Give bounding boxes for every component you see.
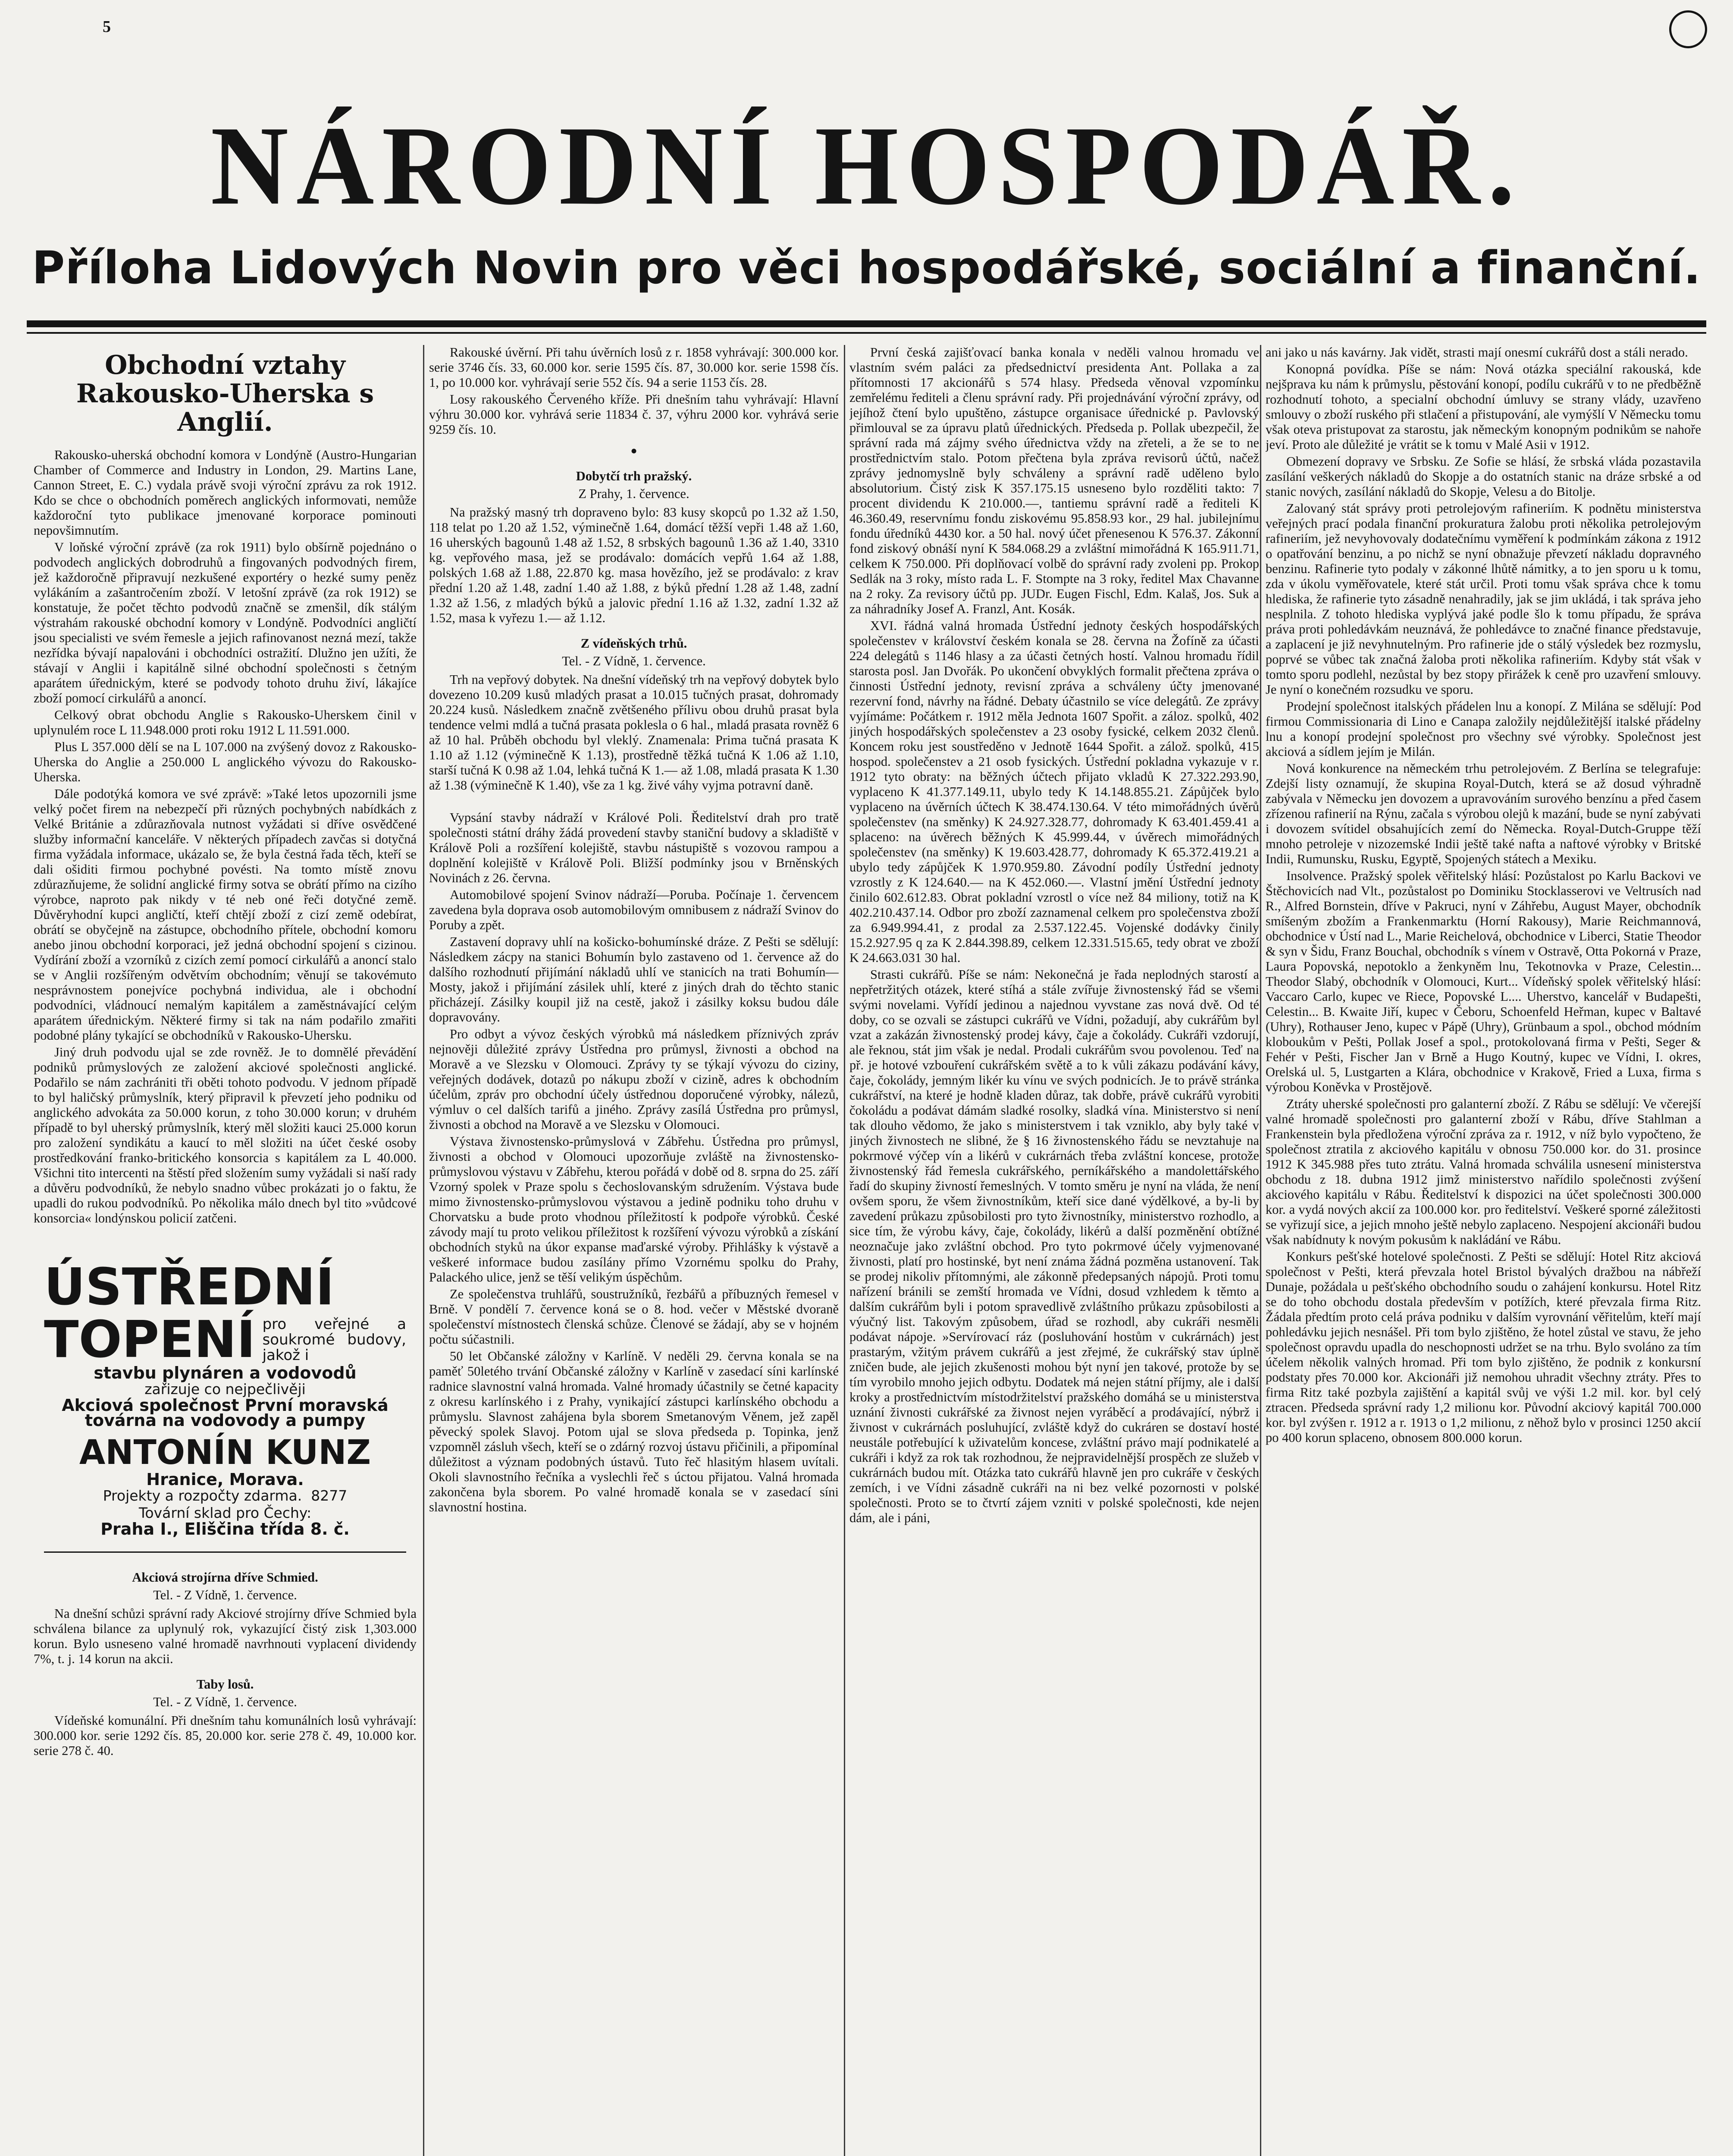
article-paragraph: Konopná povídka. Píše se nám: Nová otázka speciální rakouská, kde nejšprava ku nám k průmyslu, pěstování konopí, podílu cukrářů v to ne předběžně rozhodnutí tohoto, a specialní obchodní úmluvy se strany vlády, uzavřeno smlouvy o zboží ruského při stlačení a přistupování, ale vymýšlí V Německu tomu však oteva pristupovat za starostu, jak německým konopným podnikům se nahoře jeví. Proto ale důležité je vrátit se k tomu v Malé Asii v 1912. [1266,362,1701,452]
article-subhead: Dobytčí trh pražský. [576,469,692,483]
article-paragraph: Pro odbyt a vývoz českých výrobků má následkem příznivých zpráv nejnověji důležité zprávy Ústředna pro průmysl, živnosti a obchod na Moravě a ve Slezsku v Olomouci. Zprávy ty se týkají vývozu do ciziny, veřejných dodávek, dotazů po nákupu zboží v cizině, adres k obchodním účelům, zpráv pro obchodní účely ústřednou doporučené výrobky, nálezů, výmluv o cel dalších tarifů a jiného. Zprávy zasílá Ústředna pro průmysl, živnosti a obchod na Moravě a ve Slezsku v Olomouci. [429,1027,839,1132]
ad-code: 8277 [311,1487,348,1504]
dateline: Z Prahy, 1. července. [578,486,689,501]
masthead [0,103,1733,294]
article-paragraph: Rakousko-uherská obchodní komora v Londýně (Austro-Hungarian Chamber of Commerce and Industry in London, 29. Martins Lane, Cannon Street, E. C.) vydala právě svoji výroční zprávu za rok 1912. Kdo se chce o obchodních poměrech anglických informovati, nemůže každoroční tyto publikace jmenované korporace pominouti nepovšimnutím. [34,448,417,538]
column-3 [849,345,1259,2156]
article-paragraph: Trh na vepřový dobytek. Na dnešní vídeňský trh na vepřový dobytek bylo dovezeno 10.209 kusů mladých prasat a 10.015 tučných prasat, dohromady 20.224 kusů. Následkem značně zvětšeného přílivu obou druhů prasat byla tendence velmi mdlá a tučná prasata poklesla o 6 hal., mladá prasata rovněž 6 až 10 hal. Průběh obchodu byl vleklý. Znamenala: Prima tučná prasata K 1.10 až 1.12 (výminečně K 1.13), prostředně těžká tučná K 1.06 až 1.10, starší tučná K 0.98 až 1.04, lehká tučná K 1.— až 1.08, mladá prasata K 1.30 až 1.38 (výminečně K 1.40), vše za 1 kg. živé váhy vyjma potravní daně. [429,672,839,793]
article-paragraph: Losy rakouského Červeného kříže. Při dnešním tahu vyhrávají: Hlavní výhru 30.000 kor. vyhrává serie 11834 č. 37, výhru 2000 kor. vyhrává serie 9259 čís. 10. [429,392,839,437]
ad-title: TOPENÍ [44,1310,256,1369]
ad-side-text: pro veřejné a soukromé budovy, jakož i [262,1316,406,1364]
article-paragraph: Ztráty uherské společnosti pro galanterní zboží. Z Rábu se sdělují: Ve včerejší valné hromadě společnosti pro galanterní zboží v Rábu, dříve Stahlman a Frankenstein byla předložena výroční zpráva za r. 1912, v níž bylo vypočteno, že společnost ztratila z akciového kapitálu v obnosu 750.000 kor. do 31. prosince 1912 K 345.988 přes tuto ztrátu. Valná hromada schválila usnesení ministerstva obchodu z 18. dubna 1912 jimž ministerstvo nařídilo společnosti zvýšení akciového kapitálu v Rábu. Ředitelství k dispozici na účet společnosti 300.000 kor. a vydá nových akcií za 100.000 kor. pro ředitelství. Veškeré sporné záležitosti se vyřizují sice, a jejich mnoho ještě nebylo zaplaceno. Nespojení akcionáři budou však nabídnuty k novým pokusům k nakládání ve Rábu. [1266,1097,1701,1247]
article-paragraph: XVI. řádná valná hromada Ústřední jednoty českých hospodářských společenstev v království českém konala se 28. června na Žofíně za účasti 224 delegátů s 1146 hlasy a za účasti četných hostí. Valnou hromadu řídil starosta posl. Jan Dvořák. Po ukončení obvyklých formalit přečtena zpráva o činnosti Ústřední jednoty, revisní zpráva a schváleny účty jmenované rezervní fond, návrhy na řádné. Debaty účastnilo se více delegátů. Ze zprávy vyjímáme: Počátkem r. 1912 měla Jednota 1607 Spořit. a záloz. spolků, 402 jiných hospodářských společenstev a 23 osoby fysické, celkem 2032 členů. Koncem roku jest soustředěno v Jednotě 1644 Spořit. a zálož. spolků, 415 hospod. společenstev a 21 osob fysických. Ústřední pokladna vykazuje v r. 1912 tyto obraty: na běžných účtech přijato vkladů K 27.322.293.90, vyplaceno K 41.377.149.11, ubylo tedy K 14.148.855.21. Zápůjček bylo vyplaceno na úvěrních účtech K 38.474.130.64. V této mimořádných úvěrů společenstev (na směnky) K 24.927.328.77, dohromady K 63.401.459.41 a splaceno: na úvěrech běžných K 45.999.44, v úvěrech mimořádných společenstev (na směnky) K 19.603.428.77, dohromady K 65.372.419.21 a ubylo tedy zápůjček K 1.970.959.80. Závodní podíly Ústřední jednoty vzrostly z K 124.640.— na K 452.060.—. Vlastní jmění Ústřední jednoty činilo 602.612.83. Obrat pokladní vzrostl o více než 84 miliony, totiž na K 402.210.437.14. Odbor pro zboží zaznamenal celkem pro společenstva zboží za 6.949.994.41, z prodal za 2.537.122.45. Vojenské dodávky činily 15.2.927.95 q za K 2.844.398.89, celkem 12.331.515.65, tedy obrat ve zboží K 24.663.031 30 hal. [849,618,1259,965]
separator-bullet: • [630,440,638,462]
ad-line: stavbu plynáren a vodovodů [94,1363,357,1382]
article-paragraph: Vypsání stavby nádraží v Králové Poli. Ředitelství drah pro tratě společnosti státní dráhy žádá provedení stavby staniční budovy a skladiště v Králově Poli a rozšíření kolejiště, stavbu nástupiště s vozovou rampou a doplnění kolejiště v Králově Poli. Bližší podmínky jsou v Brněnských Novinách z 26. června. [429,810,839,885]
column-divider [844,345,845,2156]
column-divider [423,345,424,2156]
article-paragraph: Ze společenstva truhlářů, soustružníků, řezbářů a příbuzných řemesel v Brně. V pondělí 7. července koná se o 8. hod. večer v Městské dvoraně společenství místnostech členská schůze. Členové se žádají, aby se v hojném počtu súčastnili. [429,1287,839,1347]
ad-branch-label: Tovární sklad pro Čechy: [138,1504,312,1521]
article-paragraph: Vídeňské komunální. Při dnešním tahu komunálních losů vyhrávají: 300.000 kor. serie 1292 čís. 85, 20.000 kor. serie 278 č. 49, 10.000 kor. serie 278 č. 40. [34,1713,417,1758]
dateline: Tel. - Z Vídně, 1. července. [562,654,706,668]
column-2 [429,345,839,2156]
ad-title: ÚSTŘEDNÍ [44,1257,335,1316]
article-paragraph: Zalovaný stát správy proti petrolejovým rafineriím. K podnětu ministerstva veřejných prací podala finanční prokuratura žalobu proti několika petrolejovým rafineriím, jež nevyhovovaly dodatečnímu vyměření k podmínkám zákona z 1912 o opatřování benzinu, a po nichž se nyní obnažuje převzetí nákladu dopravného benzinu. Rafinerie tyto podaly v zákonné lhůtě námitky, a to jen sporu u k tomu, zda v úkolu vyměřovatele, které stát určil. Proti tomu však správa chce k tomu hlediska, že rafinerie tyto zásadně nenahradily, jak se jim ukládá, i tak správa jeho nesplnila. Z tohoto hlediska vyplývá jaké podle šlo k tomu případu, že správa práva proti pohledávkám neuznává, že pohledávce to značné finance představuje, a zaplacení je již nevyhnutelným. Pro rafinerie jde o stálý výsledek bez rozmyslu, poprvé se vůbec tak značná žaloba proti několika rafineriím. Kdyby stát však v tomto sporu podlehl, nezůstal by bez stopy přirážek k ceně pro uzavření smlouvy. Je nyní o konečném rozsudku ve sporu. [1266,501,1701,697]
article-paragraph: Strasti cukrářů. Píše se nám: Nekonečná je řada neplodných starostí a nepřetržitých otázek, které stíhá a stále zvířuje živnostenský řád se všemi svými novelami. Vyřídí jedinou a najednou vyvstane zas nová dvě. Od té doby, co se ozvali se zástupci cukrářů ve Vídni, požadují, aby cukrářům byl vzat a zakázán živnostenský prodej kávy, čaje a čokolády. Cukráři vzdorují, ale řeknou, stát jim však je nedal. Prodali cukrářům svou povolenou. Teď na př. je hotové vzbouření cukrářském světě a to k vůli zákazu podávání kávy, čaje, čokolády, jemným likér ku vínu ve svých podnicích. Je to právě stránka cukrářství, na které je hodně kladen důraz, tak dobře, právě cukrářů vyrobiti čokoládu a podávat dámám sladké rosolky, sladká vína. Ministerstvo si není tak dlouho vědomo, že jako s ministerstvem i tak vzniklo, aby byly také v jiných živnostech ne slibné, že § 16 živnostenského řádu se nevztahuje na pokrmové výčep vín a likérů v cukrárnách třeba zvláštní koncese, protože živnostenský řád řemesla cukrářského, perníkářského a mandolettářského řadí do skupiny živností řemeslných. V tomto směru je nyní na vláda, že není ovšem sporu, že všem živnostníkům, kteří sice dané výdělkové, a by-li by zavedení průkazu způsobilosti pro tyto živnostníky, ministerstvo rozhodlo, a sice tím, že výrobu kávy, čaje, čokolády, likérů a další pozměnění obtížné neoznačuje jako zvláštní obchod. Pro tyto pokrmové účely vyjmenované živnosti, platí pro hostinské, byt není známa žádná pozměna ustanovení. Tak se prodej nikoliv přítomnými, ale zákonně předepsaných nápojů. Proti tomu nařízení bránili se zemští hromada ve Vídni, dosud vzhledem k těmto a dalším cukrářům byli i potom spravedlivě zvláštního průkazu způsobilosti a výučný list. Takovým způsobem, úřad se rozhodl, aby cukráři nesměli podávat nápoje. »Servírovací ráz (posluhování hostům v cukrárnách) jest prastarým, vžitým právem cukrářů a jest zřejmé, že cukrářský stav úplně zničen bude, ale jejich zkušenosti mohou být nyní jen takové, protože by se tím vyrobilo mnoho jejich odbytu. Dodatek má nejen státní příjmy, ale i další kroky a prostřednictvím místodržitelství pražského domáhá se u ministerstva uznání živnosti cukrářské za živnost nejen vyráběcí a prodávající, nýbrž i živnost v cukrárnách posluhující, zvláště když do cukráren se dostaví hosté neustále potřebující k uživatelům koncese, zvláštní právo mají podnikatelé a cukráři i když za rok tak rozhodnou, že nejpravidelnější prospěch ze služeb v cukrárnách budou mít. Otázka tato cukrářů hlavně jen pro cukráře v českých zemích, i ve Vídni zásadně cukráři na ni bez velké pozornosti v polské společnosti. Proto se to čtvrtí zájem vzniti v polské společnosti, kde nejen dám, ale i páni, [849,967,1259,1525]
article-paragraph: Na dnešní schůzi správní rady Akciové strojírny dříve Schmied byla schválena bilance za uplynulý rok, vykazující čistý zisk 1,303.000 korun. Bylo usneseno valné hromadě navrhnouti vyplacení dividendy 7%, t. j. 14 korun na akcii. [34,1606,417,1666]
dateline: Tel. - Z Vídně, 1. července. [153,1695,297,1709]
article-paragraph: Dále podotýká komora ve své zprávě: »Také letos upozornili jsme velký počet firem na nebezpečí při různých pochybných nabídkách z Velké Británie a zdůrazňovala nutnost vyžádati si dříve osvědčené služby informační kanceláře. V některých případech zavčas si dotyčná firma vyžádala informace, ukázalo se, že byla čestná řada těch, kteří se dali ošiditi firmou pochybné povésti. Na tomto místě znovu zdůrazňujeme, že solidní anglické firmy sotva se obrátí přímo na cizího výrobce, naproto pak nikdy v té neb oné řeči dotyčné země. Důvěryhodní kupci angličtí, kteří chtějí zboží z cizí země odebírat, obrátí se obyčejně na zástupce, obchodního přítele, obchodní komoru anebo jinou obchodní korporaci, jež jedná obchodní spojení s cizinou. Vydírání zboží a vzorníků z cizích zemí pomocí cirkulářů a anoncí stalo se v Anglii rozšířeným odvětvím obchodním; věnují se takovémuto nesprávnostem ponejvíce pochybná individua, ale i obchodní podvodníci, vládnoucí nemalým kapitálem a zaměstnávající celým aparátem úřednickým. Některé firmy si tak na nám podařilo zmařiti podobné plány tykající se obchodníků v Rakousko-Uhersku. [34,787,417,1043]
article-subhead: Z vídeňských trhů. [580,636,687,651]
article-paragraph: Automobilové spojení Svinov nádraží—Poruba. Počínaje 1. červencem zavedena byla doprava osob automobilovým omnibusem z nádraží Svinov do Poruby a zpět. [429,887,839,932]
newspaper-subtitle: Příloha Lidových Novin pro věci hospodářské, sociální a finanční. [32,241,1701,294]
article-paragraph: Na pražský masný trh dopraveno bylo: 83 kusy skopců po 1.32 až 1.50, 118 telat po 1.20 až 1.52, výminečně 1.64, domácí těžší vepři 1.48 až 1.60, 16 uherských bagounů 1.48 až 1.52, 8 srbských bagounů 1.36 až 1.40, 3310 kg. vepřového masa, jež se prodávalo: domácích vepřů 1.64 až 1.88, polských 1.68 až 1.88, 22.870 kg. masa hovězího, jež se prodávalo: z krav přední 1.20 až 1.48, zadní 1.40 až 1.88, z býků přední 1.28 až 1.48, zadní 1.32 až 1.56, z mladých býků a jalovic přední 1.16 až 1.32, zadní 1.32 až 1.52, masa k vyřezu 1.— až 1.12. [429,505,839,625]
article-paragraph: První česká zajišťovací banka konala v neděli valnou hromadu ve vlastním svém paláci za předsednictví presidenta Ant. Pollaka a za přítomnosti 17 akcionářů s 574 hlasy. Předseda věnoval vzpomínku zemřelému řediteli a členu správní rady. Při projednávání výroční zprávy, od jejíhož čtení bylo upuštěno, zástupce organisace úřednické p. Pavlovský přimlouval se za úpravu platů úřednických. Předseda p. Pollak ubezpečil, že správní rada má zájmy svého úřednictva vždy na zřeteli, a že se to ne prostřednictvím stalo. Potom přečtena byla zpráva revisorů účtů, načež zprávy jednomyslně byly schváleny a správní radě uděleno bylo absolutorium. Čistý zisk K 357.175.15 usneseno bylo rozděliti takto: 7 procent dividendu K 210.000.—, tantiemu správní radě a řediteli K 46.360.49, reservnímu fondu ziskovému 95.858.93 kor., 29 hal. jubilejnímu fondu úředníků 4430 kor. a 50 hal. nový účet přenesenou K 576.37. Zákonní fond ziskový obnáší nyní K 584.068.29 a zvláštní mimořádná K 165.911.71, celkem K 750.000. Při doplňovací volbě do správní rady zvoleni pp. Prokop Sedlák na 3 roky, místo rada L. F. Stompte na 3 roky, ředitel Max Chavanne na 2 roky. Za revisory účtů pp. JUDr. Eugen Fischl, Edm. Kalaš, Jos. Suk a za náhradníky Josef A. Franzl, Ant. Kosák. [849,345,1259,616]
article-paragraph: Plus L 357.000 dělí se na L 107.000 na zvýšený dovoz z Rakousko-Uherska do Anglie a 250.000 L anglického vývozu do Rakousko-Uherska. [34,740,417,784]
article-paragraph: Obmezení dopravy ve Srbsku. Ze Sofie se hlásí, že srbská vláda pozastavila zasílání veškerých nákladů do Skopje a do ostatních stanic na dráze srbské a od stanic nových, zasílání nákladů do Skopje, Velesu a do Bitolje. [1266,454,1701,499]
advertisement [44,1257,406,1553]
article-paragraph: 50 let Občanské záložny v Karlíně. V neděli 29. června konala se na paměť 50letého trvání Občanské záložny v Karlíně v zasedací síni karlínské radnice slavnostní valná hromada. Valné hromady účastnily se četné kapacity z okresu karlínského i z Prahy, vynikající zástupci karlínského obchodu a průmyslu. Slavnost zahájena byla sborem Smetanovým Věnem, jež zapěl pěvecký spolek Slavoj. Potom ujal se slova předseda p. Topinka, jenž vzpomněl zásluh všech, kteří se o zdárný rozvoj ústavu přičinili, a připomínal důležitost a význam podobných ústavů. Tuto řeč hlasitým hlasem uvítali. Okoli slavnostního řečníka a vyslechli řeč s úctou přijatou. Valná hromada zakončena byla sborem. Po valné hromadě konala se v zasedací síni slavnostní hostina. [429,1349,839,1514]
article-subhead: Akciová strojírna dříve Schmied. [132,1570,318,1585]
page-number: 5 [103,18,111,36]
ad-branch-address: Praha I., Eliščina třída 8. č. [100,1520,350,1539]
ad-city: Hranice, Morava. [146,1470,304,1489]
article-paragraph: ani jako u nás kavárny. Jak vidět, strasti mají onesmí cukrářů dost a stáli nerado. [1266,345,1688,360]
article-paragraph: Nová konkurence na německém trhu petrolejovém. Z Berlína se telegrafuje: Zdejší listy oznamují, že skupina Royal-Dutch, která se až dosud výhradně zabývala v Německu jen dovozem a upravováním surového benzínu a před časem zřízenou rafinerií na Rýnu, začala s výrobou olejů k mazání, bude se nyní zabývati i dovozem svítidel obsahujících zemí do Německa. Royal-Dutch-Gruppe těží mnoho petroleje v nizozemské Indii ještě také nafta a naftové výrobky v Britské Indii, Rumunsku, Rusku, Egyptě, Spojených státech a Mexiku. [1266,761,1701,866]
column-divider [1260,345,1261,2156]
masthead-rule-thin [27,332,1706,334]
article-paragraph: Výstava živnostensko-průmyslová v Zábřehu. Ústředna pro průmysl, živnosti a obchod v Olomouci upozorňuje zvláště na živnostensko-průmyslovou výstavu v Zábřehu, kterou pořádá v době od 8. srpna do 25. září Vzorný spolek v Praze spolu s čechoslovanským sdružením. Výstava bude mimo živnostensko-průmyslovou výstavou a jedině podniku toho druhu v Chorvatsku a bude proto vhodnou příležitostí k podpoře výrobků. České závody mají tu proto velikou příležitost k rozšíření vývozu výrobků a získání obchodních styků na úkor expanse maďarské výroby. Přihlášky k výstavě a veškeré informace budou zasílány přímo Vzornému spolku do Prahy, Palackého ulice, jenž se těší velikým úspěchům. [429,1134,839,1285]
article-headline: Obchodní vztahy Rakousko-Uherska s Anglií. [76,350,374,437]
article-paragraph: Prodejní společnost italských přádelen lnu a konopí. Z Milána se sdělují: Pod firmou Commissionaria di Lino e Canapa založily nejdůležitější italské přádelny lnu a konopí prodejní společnost pro všechny své výrobky. Společnost jest akciová a sídlem jejím je Milán. [1266,699,1701,759]
article-paragraph: V loňské výroční zprávě (za rok 1911) bylo obšírně pojednáno o podvodech anglických dobrodruhů a fingovaných podvodných firem, jež každoročně připravují nezkušené exportéry o hezké sumy peněz vylákáním a zašantročením zboží. V letošní zprávě (za rok 1912) se konstatuje, že počet těchto podvodů značně se zmenšil, dík stálým výstrahám rakouské obchodní komory v Londýně. Podvodníci angličtí jsou specialisti ve svém řemesle a jejich rafinovanost nezná mezí, takže nezřídka bývají napalováni i obchodníci ostražití. Dlužno jen užíti, že stávají v Anglii i kapitálně silné obchodní společnosti s četným aparátem úřednickým, které se podvody tohoto druhu živí, lákajíce zboží pomocí cirkulářů a anoncí. [34,540,417,705]
column-4 [1266,345,1701,2156]
newspaper-title: NÁRODNÍ HOSPODÁŘ. [210,103,1523,229]
ad-line: Projekty a rozpočty zdarma. 8277 [103,1487,348,1504]
ad-rule [44,1551,406,1553]
ad-line: zařizuje co nejpečlivěji [144,1381,306,1398]
ad-company-name: ANTONÍN KUNZ [79,1433,371,1472]
article-paragraph: Zastavení dopravy uhlí na košicko-bohumínské dráze. Z Pešti se sdělují: Následkem zácpy na stanici Bohumín bylo zastaveno od 1. července až do dalšího rozhodnutí přijímání nákladů uhlí ve stanicích na trati Bohumín—Mosty, jakož i přijímání zásilek uhlí, které z jiných drah do těchto stanic přicházejí. Zásilky koupil již na cestě, jakož i zásilky koksu budou dále dopravovány. [429,934,839,1025]
dateline: Tel. - Z Vídně, 1. července. [153,1588,297,1602]
article-paragraph: Konkurs pešťské hotelové společnosti. Z Pešti se sdělují: Hotel Ritz akciová společnost v Pešti, která převzala hotel Bristol bývalých dražbou na nábřeží Dunaje, požádala u pešťského obchodního soudu o zahájení konkursu. Hotel Ritz se do toho obchodu dostala především v potížích, které převzala firma Ritz. Žádala předtím proto celá práva podniku v dalším vyrovnání věřitelům, kteří mají pohledávku jejich nesnášel. Při tom bylo zjištěno, že hotel zůstal ve stavu, že jeho společnost opravdu upadla do neschopnosti udržet se na trhu. Bylo svoláno za tím účelem několik valných hromad. Při tom bylo zjištěno, že podnik z konkursní podstaty přes 70.000 kor. Akcionáři již nemohou uhradit všechny ztráty. Přes to firma Ritz také pozbyla zajištění a kapitál svůj ve výši 1.2 mil. kor. byl celý ztracen. Předseda správní rady 1,2 milionu kor. Původní akciový kapitál 700.000 kor. byl zvýšen r. 1912 a r. 1913 o 1,2 milionu, z něhož bylo v prosinci 1250 akcií po 400 korun splaceno, obnosem 800.000 korun. [1266,1249,1701,1445]
article-paragraph: Insolvence. Pražský spolek věřitelský hlásí: Pozůstalost po Karlu Backovi ve Štěchovicích nad Vlt., pozůstalost po Dominiku Stocklasserovi ve Veltrusích nad R., Alfred Bornstein, dříve v Pakruci, nyní v Záhřebu, August Mayer, obchodník smíšeným zbožím a Frankenmarktu (Horní Rakousy), Marie Reichmannová, obchodnice v Ústí nad L., Marie Reichelová, obchodnice v Liberci, Statie Theodor & syn v Šidu, Franz Bouchal, obchodník s vínem v Ostravě, Otta Pokorná v Praze, Laura Popovská, nepotoklo a ženkyněm lnu, Tekotnovka v Praze, Celestin... Theodor Slabý, obchodník v Olomouci, Kurt... Vídeňský spolek věřitelský hlásí: Vaccaro Carlo, kupec ve Riece, Popovské L.... Uherstvo, kancelář v Budapešti, Celestin... B. Kwaite Jiří, kupec v Čeboru, Schoenfeld Heřman, kupec v Baltavé (Uhry), Rothauser Jeno, kupec v Pápě (Uhry), Grünbaum a spol., obchod módním kloboukům v Pešti, Pollak Josef a spol., protokolovaná firma v Pešti, Seger & Fehér v Pešti, Fischer Jan v Brně a Hugo Koutný, kupec ve Vídni, I. okres, Orelská ul. 5, Lustgarten a Klára, obchodnice v Krakově, Fried a Luxa, firma s výrobou Koněvka v Prostějově. [1266,868,1701,1094]
article-paragraph: Jiný druh podvodu ujal se zde rovněž. Je to domnělé převádění podniků průmyslových ze založení akciové společnosti anglické. Podařilo se nám zachrániti tři oběti tohoto podvodu. V jednom případě to byl haličský průmyslník, který připravil k převzetí jeho podniku od anglického advokáta za 50.000 korun, z toho 30.000 korun; v druhém případě to byl uherský průmyslník, který měl složiti kauci 25.000 korun pro založení syndikátu a kaucí to měl složiti na účet české osoby prostředkování franko-britického konsorcia s kapitálem za L 40.000. Všichni tito intercenti na štěstí před složením sumy vyžádali si naší rady a důvěru podvodníků, že nebylo snadno vůbec prokázati jo o faktu, že upadli do rukou podvodníků. Po několika málo dnech byl tito »vůdcové konsorcia« londýnskou policií zatčeni. [34,1045,417,1225]
article-paragraph: Celkový obrat obchodu Anglie s Rakousko-Uherskem činil v uplynulém roce L 11.948.000 proti roku 1912 L 11.591.000. [34,708,417,737]
masthead-rule [27,320,1706,327]
column-1 [34,345,417,2156]
ad-line: Akciová společnost První moravská továrna na vodovody a pumpy [62,1396,389,1430]
article-paragraph: Rakouské úvěrní. Při tahu úvěrních losů z r. 1858 vyhrávají: 300.000 kor. serie 3746 čís. 33, 60.000 kor. serie 1595 čís. 87, 30.000 kor. serie 1598 čís. 1, po 10.000 kor. vyhrávají serie 552 čís. 94 a serie 1153 čís. 28. [429,345,839,390]
article-subhead: Taby losů. [196,1677,254,1692]
page-corner-mark [1669,10,1707,48]
